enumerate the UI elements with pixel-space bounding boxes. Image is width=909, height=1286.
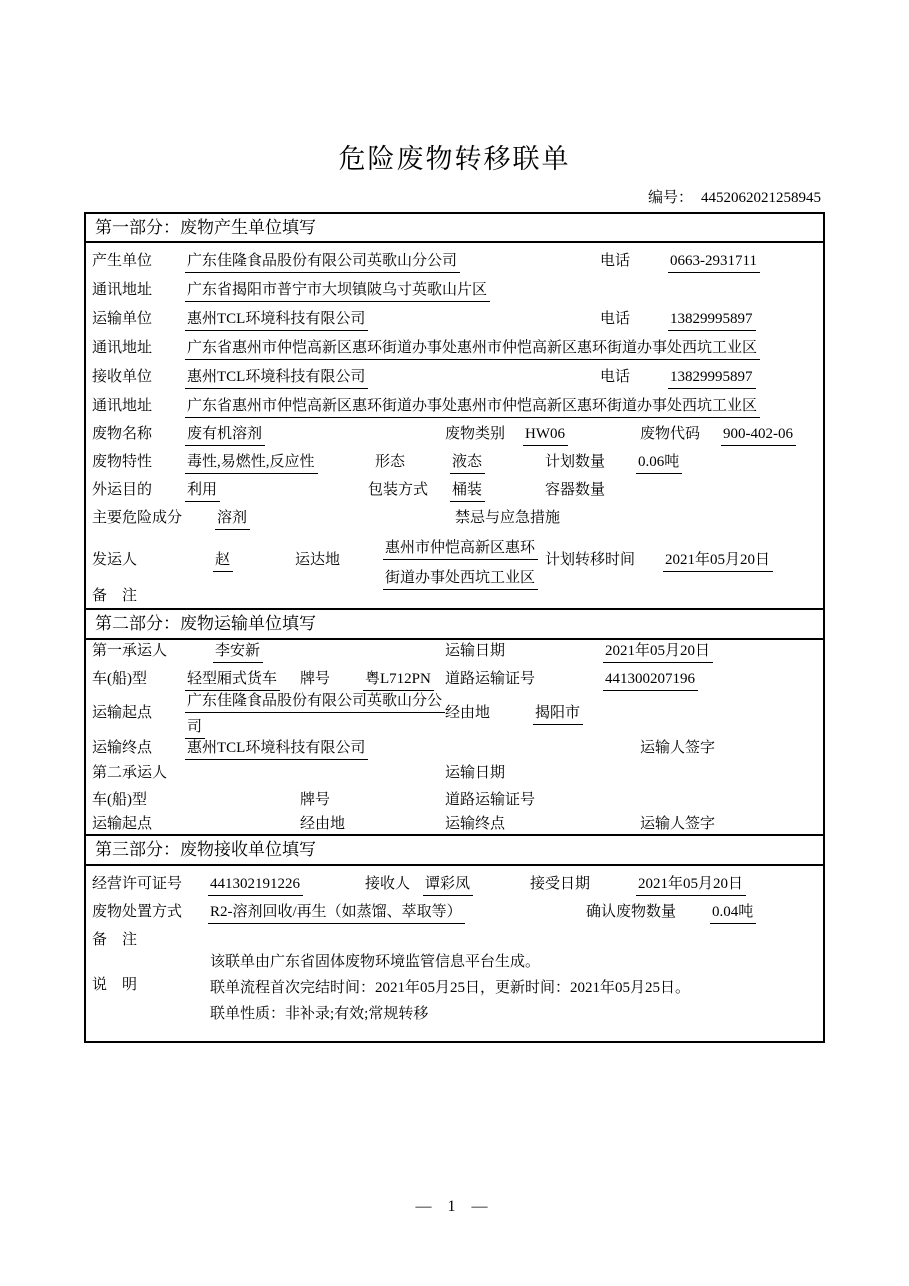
purpose-label: 外运目的 [92,482,153,498]
vehicle1-value: 轻型厢式货车 [185,668,280,691]
serial-label: 编号： [648,190,694,206]
origin1-line1: 广东佳隆食品股份有限公司英歌山分公 [185,690,445,713]
receiver-phone-label: 电话 [600,369,631,385]
origin1-line2: 司 [185,716,205,739]
permit1-label: 道路运输证号 [445,671,536,687]
section3-header: 第三部分：废物接收单位填写 [86,834,823,866]
transfer-time-label: 计划转移时间 [545,552,636,568]
permit1-value: 441300207196 [603,668,698,691]
note-label: 说 明 [92,977,138,993]
transporter-address-value: 广东省惠州市仲恺高新区惠环街道办事处惠州市仲恺高新区惠环街道办事处西坑工业区 [185,337,760,360]
destination-label: 运达地 [295,552,341,568]
producer-address-label: 通讯地址 [92,282,153,298]
producer-phone-value: 0663-2931711 [668,250,760,273]
via2-label: 经由地 [300,816,346,832]
emergency-label: 禁忌与应急措施 [455,510,561,526]
license-label: 经营许可证号 [92,876,183,892]
receiver-address-value: 广东省惠州市仲恺高新区惠环街道办事处惠州市仲恺高新区惠环街道办事处西坑工业区 [185,395,760,418]
waste-code-label: 废物代码 [640,426,701,442]
receiver-label: 接收单位 [92,369,153,385]
form-state-value: 液态 [450,451,485,474]
page-number: — 1 — [415,1198,494,1215]
waste-category-label: 废物类别 [445,426,506,442]
packing-label: 包装方式 [368,482,429,498]
confirm-qty-label: 确认废物数量 [586,904,677,920]
hazard-value: 溶剂 [215,507,250,530]
sender-value: 赵 [213,549,233,572]
plate2-label: 牌号 [300,792,331,808]
producer-address-value: 广东省揭阳市普宁市大坝镇陂乌寸英歌山片区 [185,279,490,302]
receiver-value: 惠州TCL环境科技有限公司 [185,366,368,389]
sign1-label: 运输人签字 [640,740,716,756]
end1-value: 惠州TCL环境科技有限公司 [185,737,368,760]
recv-person-value: 谭彩凤 [423,873,473,896]
receiver-address-label: 通讯地址 [92,398,153,414]
sender-label: 发运人 [92,552,138,568]
transporter-value: 惠州TCL环境科技有限公司 [185,308,368,331]
transporter-phone-label: 电话 [600,311,631,327]
waste-name-value: 废有机溶剂 [185,423,265,446]
transporter-label: 运输单位 [92,311,153,327]
confirm-qty-value: 0.04吨 [710,901,756,924]
ship-date1-value: 2021年05月20日 [603,640,713,663]
waste-traits-value: 毒性,易燃性,反应性 [185,451,318,474]
end2-label: 运输终点 [445,816,506,832]
producer-phone-label: 电话 [600,253,631,269]
plate1-value: 粤L712PN [363,668,434,691]
license-value: 441302191226 [208,873,303,896]
page-title: 危险废物转移联单 [338,144,571,174]
carrier1-label: 第一承运人 [92,643,168,659]
recv-date-value: 2021年05月20日 [636,873,746,896]
vehicle2-label: 车(船)型 [92,792,147,808]
waste-code-value: 900-402-06 [721,423,796,446]
waste-category-value: HW06 [523,423,568,446]
destination-line1: 惠州市仲恺高新区惠环 [383,537,538,560]
section1-header: 第一部分：废物产生单位填写 [86,214,823,243]
purpose-value: 利用 [185,479,220,502]
planned-qty-label: 计划数量 [545,454,606,470]
note-line2: 联单流程首次完结时间：2021年05月25日，更新时间：2021年05月25日。 [210,980,691,996]
section2-header: 第二部分：废物运输单位填写 [86,608,823,640]
disposal-label: 废物处置方式 [92,904,183,920]
disposal-value: R2-溶剂回收/再生（如蒸馏、萃取等） [208,901,465,924]
note-line3: 联单性质：非补录;有效;常规转移 [210,1006,429,1022]
s3-remark-label: 备 注 [92,932,138,948]
end1-label: 运输终点 [92,740,153,756]
carrier2-label: 第二承运人 [92,765,168,781]
origin2-label: 运输起点 [92,816,153,832]
carrier1-value: 李安新 [213,640,263,663]
destination-line2: 街道办事处西坑工业区 [383,567,538,590]
ship-date1-label: 运输日期 [445,643,506,659]
hazard-label: 主要危险成分 [92,510,183,526]
planned-qty-value: 0.06吨 [636,451,682,474]
recv-date-label: 接受日期 [530,876,591,892]
sign2-label: 运输人签字 [640,816,716,832]
container-qty-label: 容器数量 [545,482,606,498]
serial-value: 4452062021258945 [701,190,822,206]
transporter-phone-value: 13829995897 [668,308,756,331]
waste-traits-label: 废物特性 [92,454,153,470]
via1-label: 经由地 [445,705,491,721]
form-state-label: 形态 [375,454,406,470]
transporter-address-label: 通讯地址 [92,340,153,356]
vehicle1-label: 车(船)型 [92,671,147,687]
producer-value: 广东佳隆食品股份有限公司英歌山分公司 [185,250,460,273]
s1-remark-label: 备 注 [92,588,138,604]
permit2-label: 道路运输证号 [445,792,536,808]
waste-name-label: 废物名称 [92,426,153,442]
transfer-time-value: 2021年05月20日 [663,549,773,572]
receiver-phone-value: 13829995897 [668,366,756,389]
ship-date2-label: 运输日期 [445,765,506,781]
recv-person-label: 接收人 [365,876,411,892]
via1-value: 揭阳市 [533,702,583,725]
serial-number [648,188,821,208]
producer-label: 产生单位 [92,253,153,269]
plate1-label: 牌号 [300,671,331,687]
note-line1: 该联单由广东省固体废物环境监管信息平台生成。 [210,954,541,970]
origin1-label: 运输起点 [92,705,153,721]
packing-value: 桶装 [450,479,485,502]
